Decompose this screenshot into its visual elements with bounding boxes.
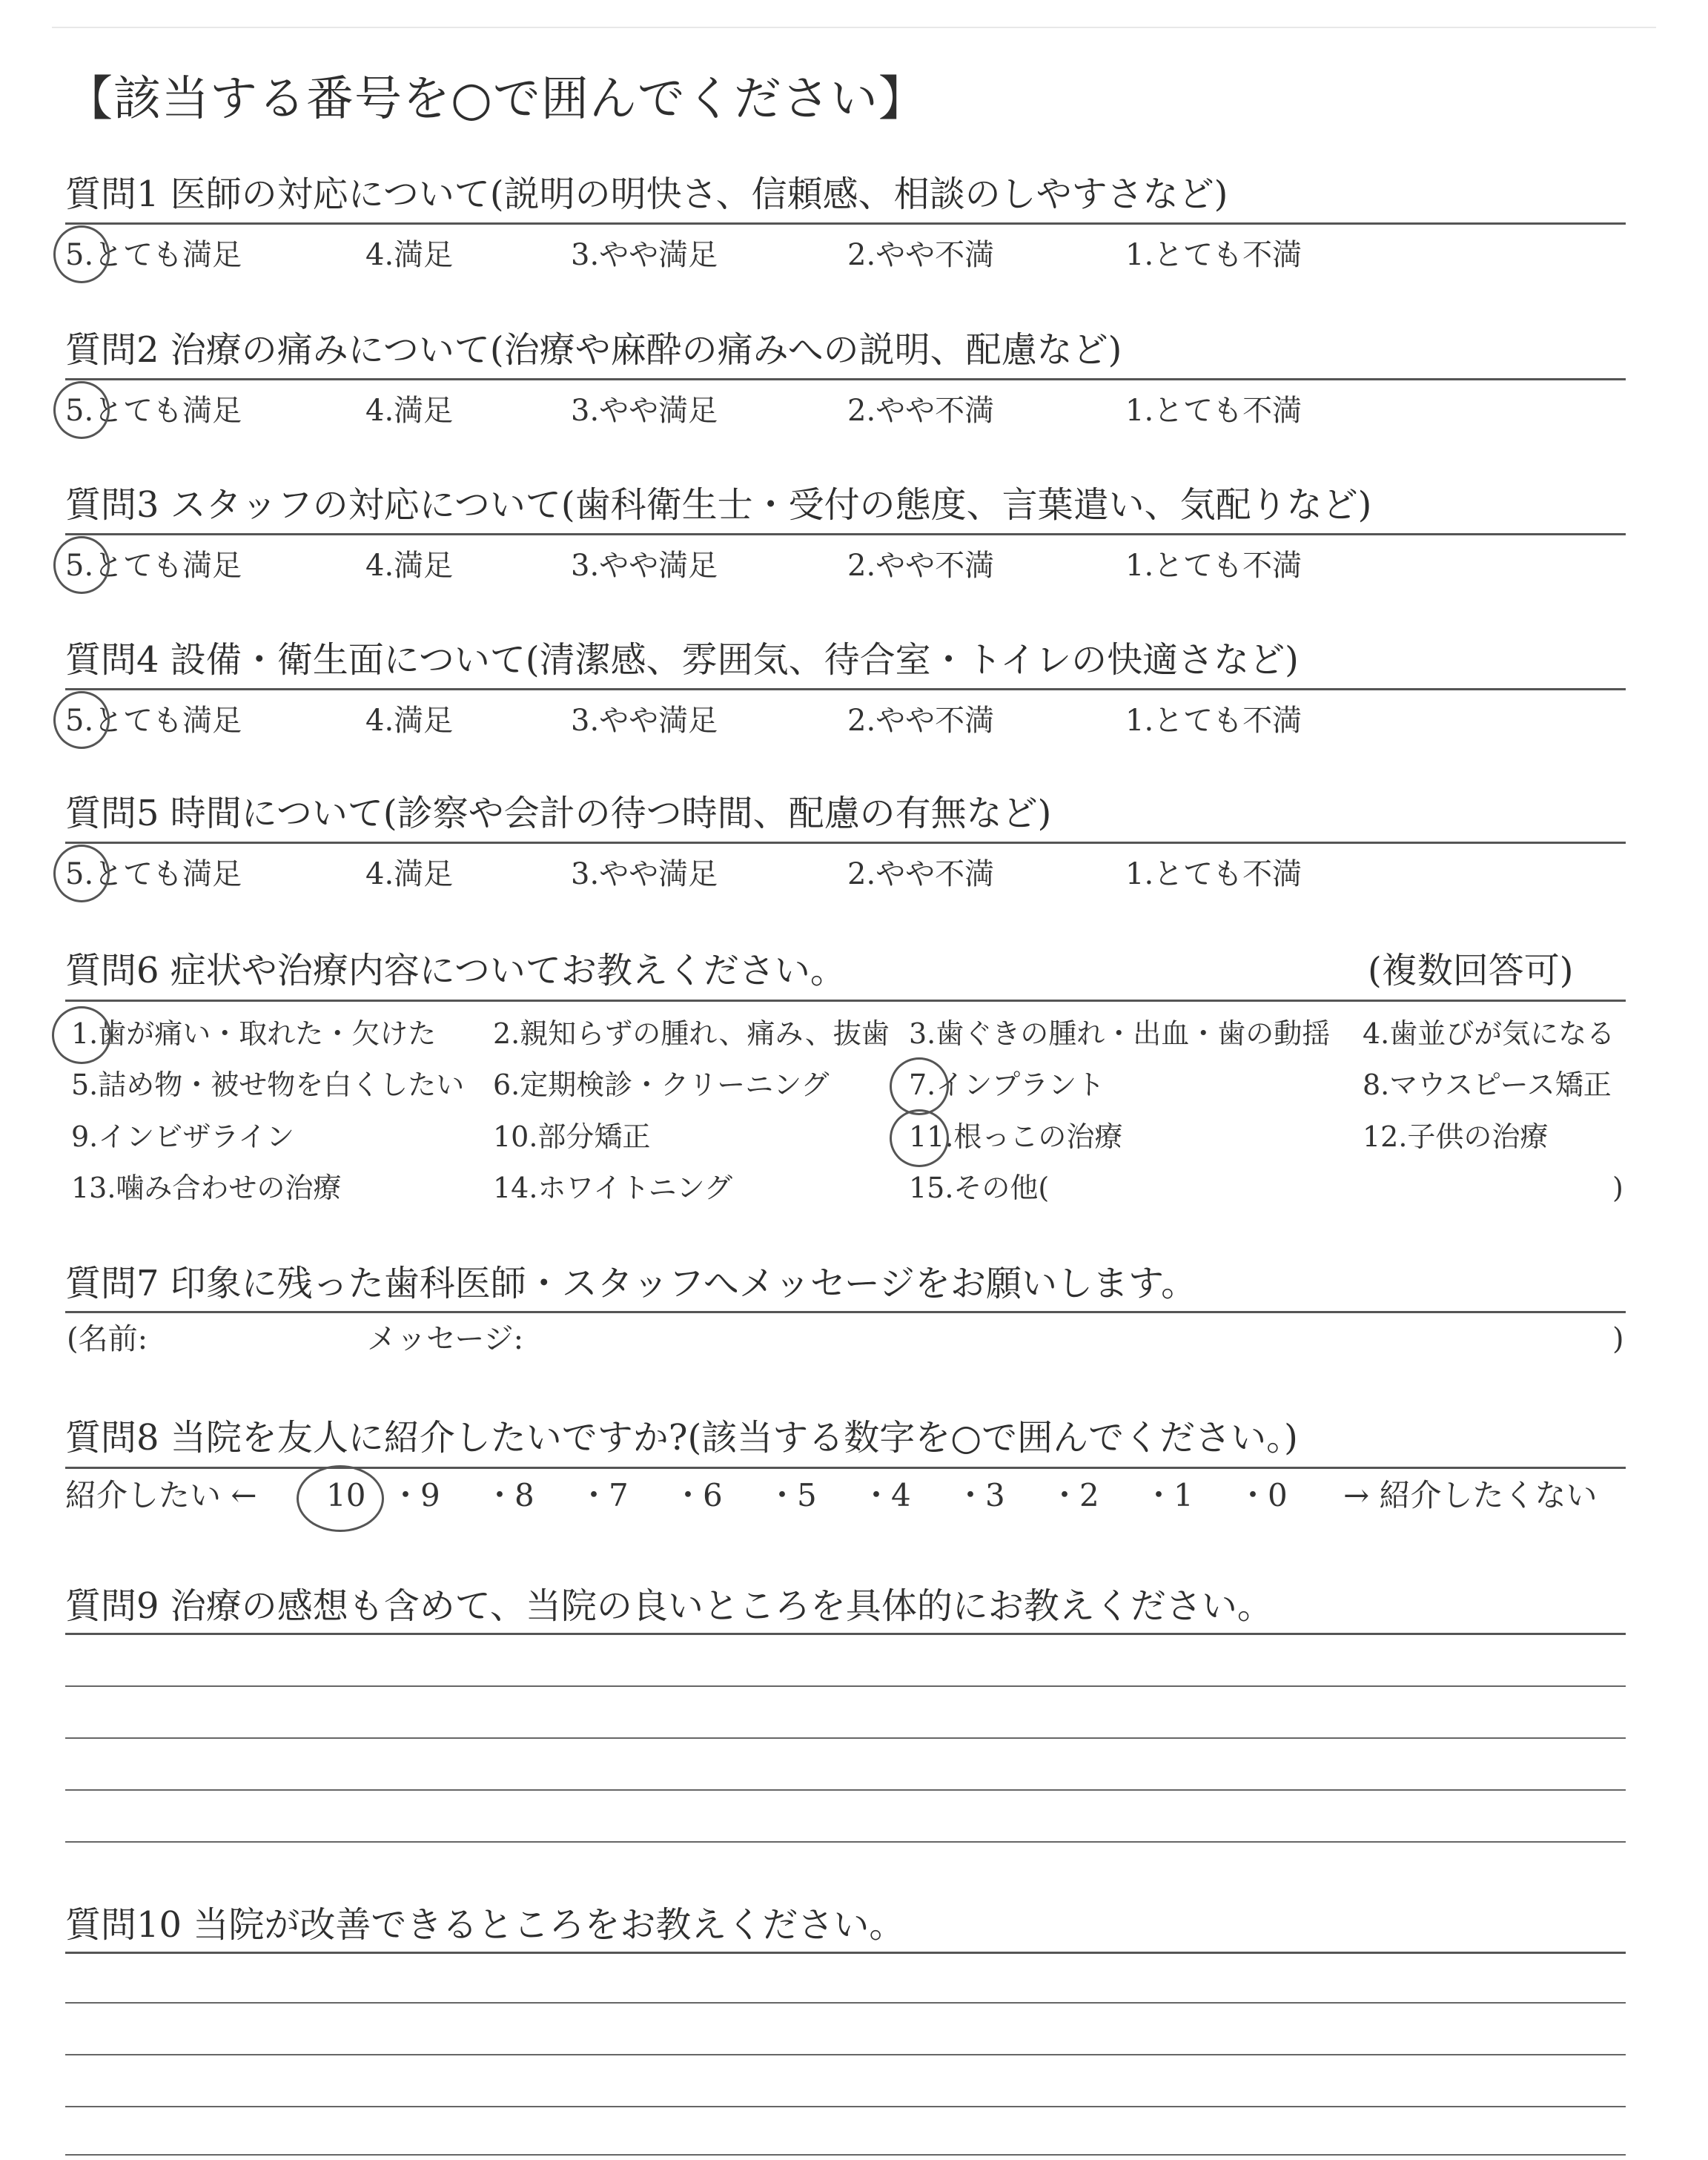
q9-write-line[interactable] [65,1737,1626,1739]
q2-rule [65,378,1626,380]
q6-option-2[interactable]: 2.親知らずの腫れ、痛み、抜歯 [493,1017,890,1050]
q8-separator: ・ [672,1477,704,1513]
q2-option-1[interactable]: 1.とても不満 [1125,394,1302,428]
q8-scale-2[interactable]: 2 [1079,1477,1099,1513]
q8-separator: ・ [1237,1477,1269,1513]
q8-title: 質問8 当院を友人に紹介したいですか?(該当する数字を○で囲んでください。) [65,1417,1298,1459]
q6-selected-circle-1 [52,1006,111,1064]
q6-option-5[interactable]: 5.詰め物・被せ物を白くしたい [71,1069,465,1101]
q10-write-line[interactable] [65,2054,1626,2055]
q8-separator: ・ [861,1477,893,1513]
q6-title: 質問6 症状や治療内容についてお教えください。 [65,950,846,991]
q4-option-4[interactable]: 4.満足 [365,704,454,738]
q6-option-1[interactable]: 1.歯が痛い・取れた・欠けた [71,1017,437,1050]
q8-separator: ・ [1143,1477,1175,1513]
q5-title: 質問5 時間について(診察や会計の待つ時間、配慮の有無など) [65,793,1052,834]
q8-scale-3[interactable]: 3 [985,1477,1005,1513]
q3-option-3[interactable]: 3.やや満足 [571,549,718,583]
q4-option-5[interactable]: 5.とても満足 [65,704,242,738]
q10-write-line[interactable] [65,2002,1626,2004]
q10-write-line[interactable] [65,2154,1626,2156]
q5-option-4[interactable]: 4.満足 [365,857,454,891]
q6-option-3[interactable]: 3.歯ぐきの腫れ・出血・歯の動揺 [909,1017,1331,1050]
q8-scale-6[interactable]: 6 [703,1477,723,1513]
q1-title: 質問1 医師の対応について(説明の明快さ、信頼感、相談のしやすさなど) [65,174,1228,215]
q1-option-2[interactable]: 2.やや不満 [847,238,995,272]
q6-selected-circle-11 [890,1109,949,1167]
q3-option-2[interactable]: 2.やや不満 [847,549,995,583]
q7-rule [65,1311,1626,1313]
q9-write-line[interactable] [65,1789,1626,1791]
q6-option-6[interactable]: 6.定期検診・クリーニング [493,1069,830,1101]
q2-option-5[interactable]: 5.とても満足 [65,394,242,428]
q6-option-13[interactable]: 13.噛み合わせの治療 [71,1172,342,1204]
q10-rule [65,1952,1626,1954]
q10-title: 質問10 当院が改善できるところをお教えください。 [65,1904,905,1946]
q6-option-15[interactable]: 15.その他( [909,1172,1050,1204]
q1-option-5[interactable]: 5.とても満足 [65,238,242,272]
q6-other-close-paren: ) [1612,1172,1623,1204]
q9-write-line[interactable] [65,1841,1626,1843]
q4-option-1[interactable]: 1.とても不満 [1125,704,1302,738]
q8-scale-1[interactable]: 1 [1174,1477,1194,1513]
q3-option-4[interactable]: 4.満足 [365,549,454,583]
q5-option-3[interactable]: 3.やや満足 [571,857,718,891]
q1-selected-circle [53,225,110,283]
q8-separator: ・ [484,1477,516,1513]
q3-rule [65,533,1626,535]
q4-selected-circle [53,691,110,749]
q7-message-label[interactable]: メッセージ: [367,1322,524,1356]
q5-option-5[interactable]: 5.とても満足 [65,857,242,891]
q2-option-4[interactable]: 4.満足 [365,394,454,428]
q1-option-4[interactable]: 4.満足 [365,238,454,272]
q1-option-3[interactable]: 3.やや満足 [571,238,718,272]
q6-option-7[interactable]: 7.インプラント [909,1069,1105,1101]
q1-option-1[interactable]: 1.とても不満 [1125,238,1302,272]
q1-rule [65,222,1626,225]
q3-selected-circle [53,536,110,594]
q9-write-line[interactable] [65,1685,1626,1687]
q6-option-8[interactable]: 8.マウスピース矯正 [1363,1069,1612,1101]
q8-scale-0[interactable]: 0 [1268,1477,1288,1513]
q2-selected-circle [53,381,110,439]
q8-separator: ・ [578,1477,610,1513]
q2-title: 質問2 治療の痛みについて(治療や麻酔の痛みへの説明、配慮など) [65,329,1122,371]
q2-option-2[interactable]: 2.やや不満 [847,394,995,428]
q6-option-11[interactable]: 11.根っこの治療 [909,1120,1123,1153]
q4-option-3[interactable]: 3.やや満足 [571,704,718,738]
q8-selected-circle [297,1465,384,1532]
q8-scale-4[interactable]: 4 [891,1477,911,1513]
q3-title: 質問3 スタッフの対応について(歯科衛生士・受付の態度、言葉遣い、気配りなど) [65,484,1372,526]
q7-name-label[interactable]: (名前: [67,1322,148,1356]
page-top-edge [52,27,1656,28]
q5-option-1[interactable]: 1.とても不満 [1125,857,1302,891]
q5-option-2[interactable]: 2.やや不満 [847,857,995,891]
form-header: 【該当する番号を○で囲んでください】 [65,72,927,127]
q7-title: 質問7 印象に残った歯科医師・スタッフへメッセージをお願いします。 [65,1263,1197,1304]
q2-option-3[interactable]: 3.やや満足 [571,394,718,428]
q10-write-line[interactable] [65,2106,1626,2107]
q6-option-9[interactable]: 9.インビザライン [71,1120,295,1153]
q4-rule [65,688,1626,690]
q9-title: 質問9 治療の感想も含めて、当院の良いところを具体的にお教えください。 [65,1585,1273,1627]
q6-option-14[interactable]: 14.ホワイトニング [493,1172,733,1204]
q8-rule [65,1467,1626,1469]
q4-title: 質問4 設備・衛生面について(清潔感、雰囲気、待合室・トイレの快適さなど) [65,639,1299,681]
q8-separator: ・ [1049,1477,1081,1513]
q9-rule [65,1633,1626,1635]
q8-separator: ・ [955,1477,987,1513]
q8-left-label: 紹介したい ← [65,1477,257,1513]
q6-multi-note: (複数回答可) [1368,950,1574,991]
q7-close-paren: ) [1612,1322,1624,1356]
q6-option-4[interactable]: 4.歯並びが気になる [1363,1017,1615,1050]
q5-selected-circle [53,845,110,902]
q6-option-10[interactable]: 10.部分矯正 [493,1120,651,1153]
q8-right-label: → 紹介したくない [1343,1477,1598,1513]
q8-scale-8[interactable]: 8 [514,1477,534,1513]
q8-scale-5[interactable]: 5 [797,1477,817,1513]
q8-scale-9[interactable]: 9 [420,1477,440,1513]
q6-selected-circle-7 [890,1057,949,1115]
q3-option-1[interactable]: 1.とても不満 [1125,549,1302,583]
q6-rule [65,1000,1626,1002]
q4-option-2[interactable]: 2.やや不満 [847,704,995,738]
q8-scale-7[interactable]: 7 [609,1477,629,1513]
q3-option-5[interactable]: 5.とても満足 [65,549,242,583]
q6-option-12[interactable]: 12.子供の治療 [1363,1120,1549,1153]
q8-scale-10[interactable]: 10 [326,1477,366,1513]
q8-separator: ・ [767,1477,798,1513]
q8-separator: ・ [390,1477,422,1513]
q5-rule [65,842,1626,844]
